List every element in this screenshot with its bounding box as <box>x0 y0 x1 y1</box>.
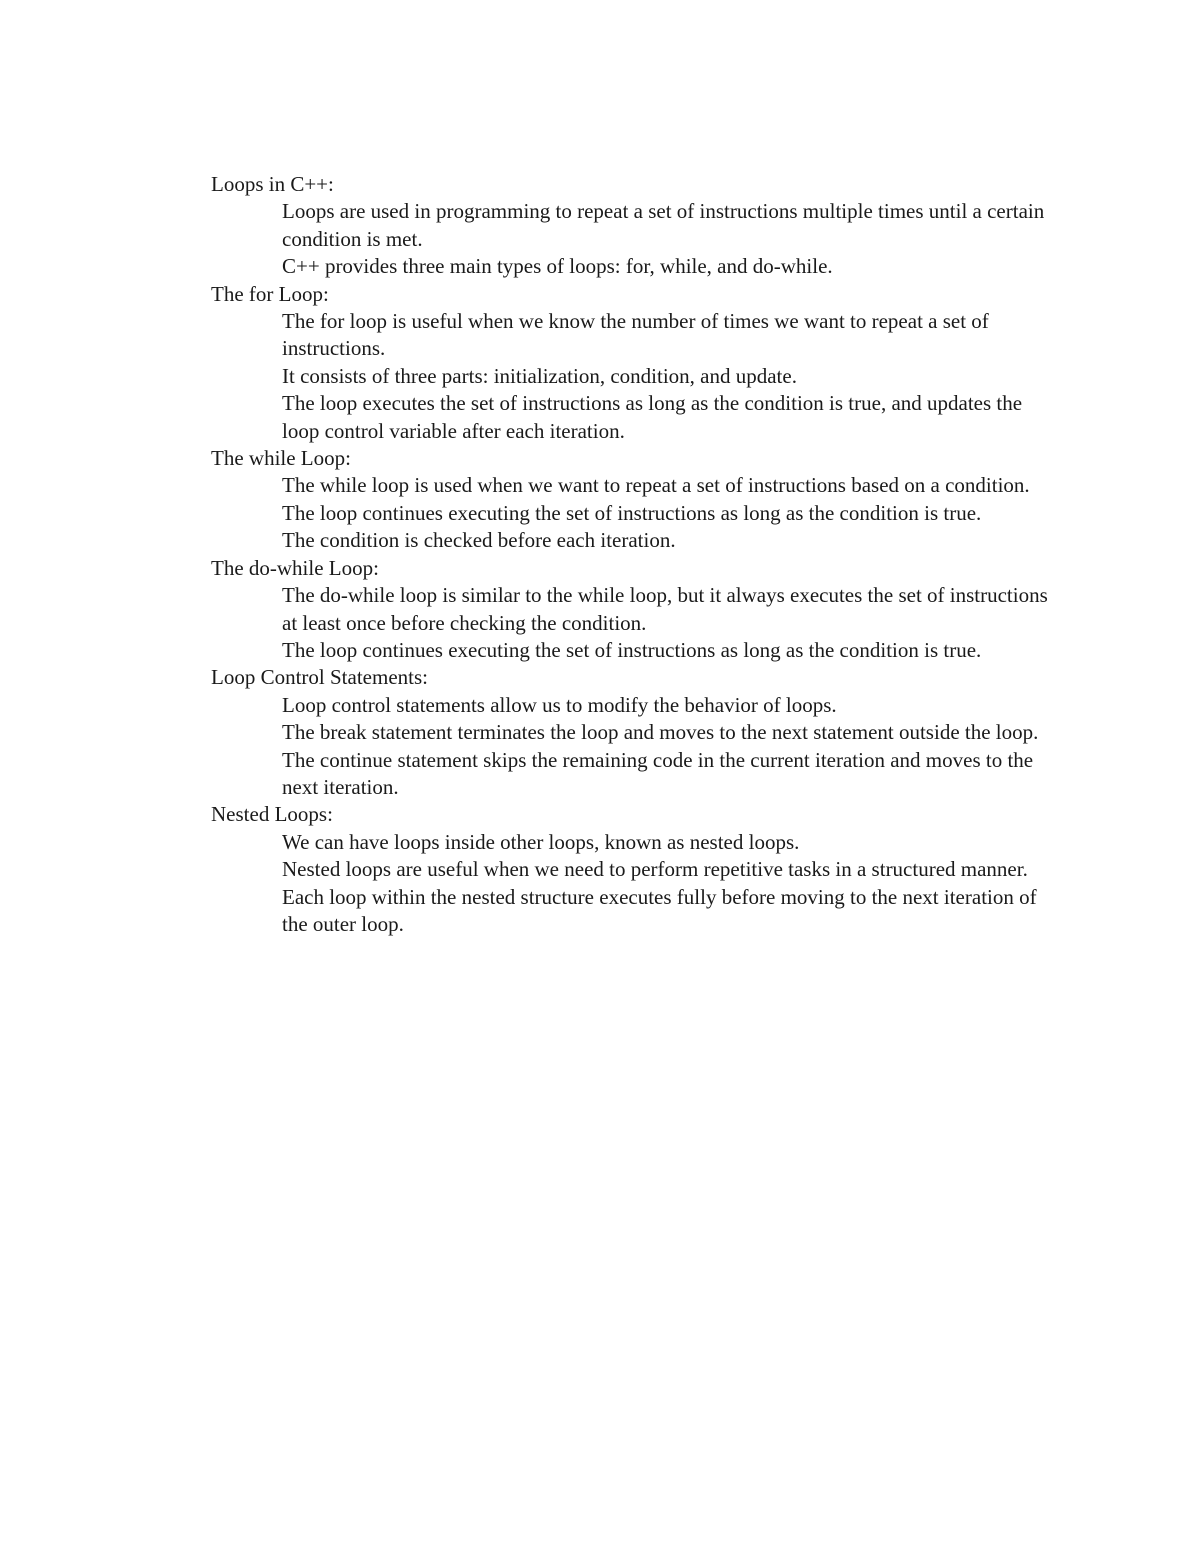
section-while-loop <box>211 445 1071 555</box>
section-point: The for loop is useful when we know the number of times we want to repeat a set of instructions. <box>282 309 989 361</box>
section-point: Nested loops are useful when we need to perform repetitive tasks in a structured manner. <box>282 857 1028 882</box>
section-point: The while loop is used when we want to repeat a set of instructions based on a condition. <box>282 473 1030 498</box>
section-point: The condition is checked before each iteration. <box>282 528 676 553</box>
section-point: The loop continues executing the set of instructions as long as the condition is true. <box>282 500 982 525</box>
section-point: The loop continues executing the set of instructions as long as the condition is true. <box>282 637 982 662</box>
section-do-while-loop <box>211 555 1071 665</box>
section-point: C++ provides three main types of loops: for, while, and do-while. <box>282 254 833 279</box>
section-point: The do-while loop is similar to the while loop, but it always executes the set of instructions at least once before checking the condition. <box>282 583 1048 635</box>
section-point: The loop executes the set of instructions as long as the condition is true, and updates the loop control variable after each iteration. <box>282 391 1023 443</box>
section-point: It consists of three parts: initialization, condition, and update. <box>282 363 797 388</box>
section-heading: The do-while Loop: <box>211 555 379 580</box>
section-nested-loops <box>211 801 1071 938</box>
section-for-loop <box>211 281 1071 445</box>
section-point: We can have loops inside other loops, known as nested loops. <box>282 829 800 854</box>
section-loops-in-cpp <box>211 171 1071 281</box>
section-point: Loops are used in programming to repeat a set of instructions multiple times until a certain condition is met. <box>282 199 1045 251</box>
section-heading: The for Loop: <box>211 281 329 306</box>
section-point: Loop control statements allow us to modify the behavior of loops. <box>282 692 837 717</box>
section-loop-control-statements <box>211 664 1071 801</box>
section-heading: Loops in C++: <box>211 172 334 196</box>
section-point: Each loop within the nested structure executes fully before moving to the next iteration of the outer loop. <box>282 884 1037 936</box>
section-heading: Nested Loops: <box>211 802 333 827</box>
section-heading: Loop Control Statements: <box>211 665 428 690</box>
section-point: The break statement terminates the loop and moves to the next statement outside the loop. <box>282 720 1039 745</box>
section-heading: The while Loop: <box>211 446 351 471</box>
document-body <box>211 171 1071 938</box>
section-point: The continue statement skips the remaining code in the current iteration and moves to the next iteration. <box>282 747 1034 799</box>
